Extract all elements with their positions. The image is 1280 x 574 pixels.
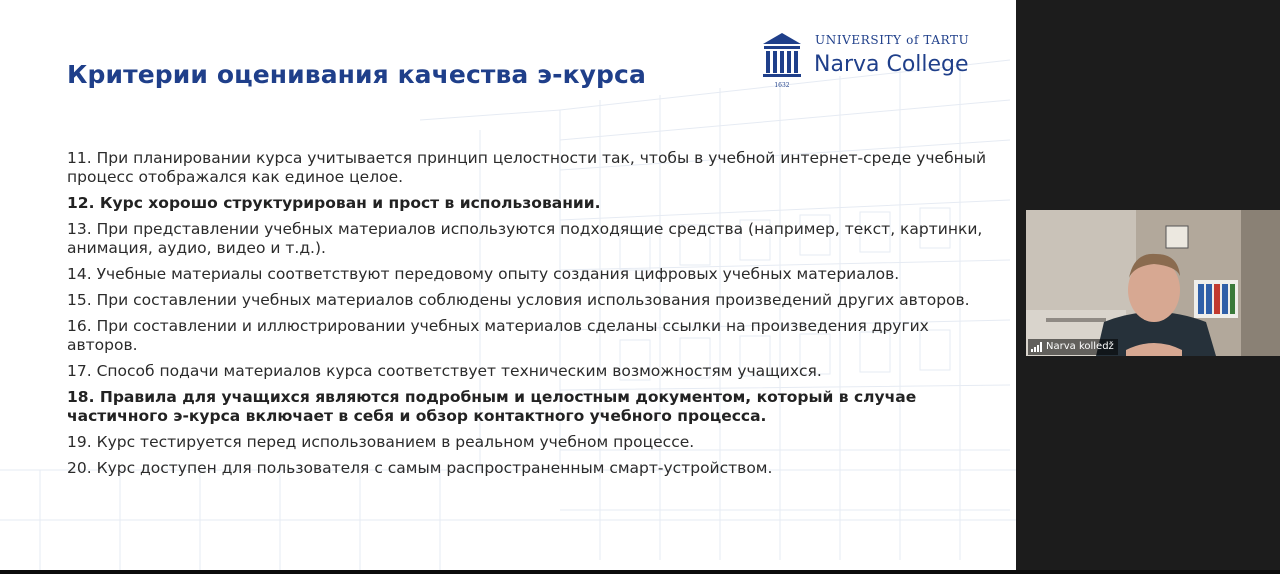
participant-name-label (1028, 339, 1118, 355)
logo-year: 1632 (774, 82, 790, 89)
university-logo (760, 30, 990, 92)
criterion-item: 15. При составлении учебных материалов соблюдены условия использования произведений других авторов. (67, 291, 970, 309)
criterion-item: 19. Курс тестируется перед использованием в реальном учебном процессе. (67, 433, 695, 451)
participant-name: Narva kolledž (1046, 341, 1114, 352)
signal-bars-icon (1031, 342, 1043, 352)
bottom-edge (0, 570, 1280, 574)
criterion-item: 13. При представлении учебных материалов используются подходящие средства (например, текст, картинки, анимация, аудио, видео и т.д.). (67, 220, 983, 257)
slide-title: Критерии оценивания качества э-курса (67, 60, 646, 89)
participant-video[interactable] (1026, 210, 1280, 356)
criterion-item: 16. При составлении и иллюстрировании учебных материалов сделаны ссылки на произведения других авторов. (67, 317, 929, 354)
criterion-item: 12. Курс хорошо структурирован и прост в использовании. (67, 194, 601, 212)
criterion-item: 14. Учебные материалы соответствуют передовому опыту создания цифровых учебных материалов. (67, 265, 900, 283)
logo-college-text: Narva College (814, 52, 969, 77)
criteria-list (67, 149, 987, 485)
criterion-item: 17. Способ подачи материалов курса соответствует техническим возможностям учащихся. (67, 362, 822, 380)
criterion-item: 11. При планировании курса учитывается принцип целостности так, чтобы в учебной интернет-среде учебный процесс отображался как единое целое. (67, 149, 987, 186)
webcam-image (1026, 210, 1280, 356)
logo-university-text: UNIVERSITY of TARTU (815, 33, 970, 47)
criterion-item: 18. Правила для учащихся являются подробным и целостным документом, который в случае частичного э-курса включает в себя и обзор контактного учебного процесса. (67, 388, 917, 425)
criterion-item: 20. Курс доступен для пользователя с самым распространенным смарт-устройством. (67, 459, 773, 477)
university-emblem-icon (760, 30, 804, 90)
